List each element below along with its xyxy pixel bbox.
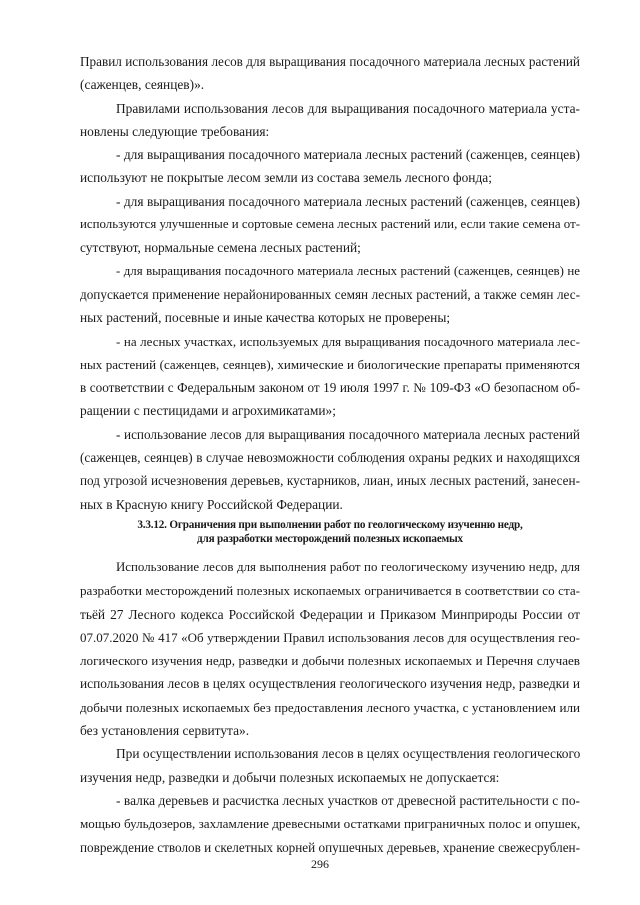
- text-line: (саженцев, сеянцев) в случае невозможности соблюдения охраны редких и находящихся: [80, 450, 580, 466]
- text-line: использования лесов в целях осуществления геологического изучения недр, разведки и: [80, 676, 580, 692]
- text-line: Правилами использования лесов для выращивания посадочного материала уста-: [116, 100, 580, 116]
- text-line: под угрозой исчезновения деревьев, кустарников, лиан, иных лесных растений, занесен-: [80, 473, 580, 489]
- text-line: - для выращивания посадочного материала лесных растений (саженцев, сеянцев) не: [116, 263, 580, 278]
- text-line: ных в Красную книгу Российской Федерации.: [80, 496, 343, 512]
- section-heading-line-1: 3.3.12. Ограничения при выполнении работ по геологическому изученню недр,: [137, 518, 523, 531]
- text-line: - для выращивания посадочного материала лесных растений (саженцев, сеянцев): [116, 147, 580, 163]
- text-line: ных растений (саженцев, сеянцев), химические и биологические препараты применяются: [80, 356, 580, 372]
- text-line: - валка деревьев и расчистка лесных участков от древесной растительности с по-: [116, 792, 580, 808]
- text-line: ных растений, посевные и иные качества которых не проверены;: [80, 310, 451, 326]
- text-line: - на лесных участках, используемых для выращивания посадочного материала лес-: [116, 333, 580, 349]
- text-line: новлены следующие требования:: [80, 123, 270, 139]
- text-line: - для выращивания посадочного материала лесных растений (саженцев, сеянцев): [116, 193, 580, 209]
- text-line: Использование лесов для выполнения работ по геологическому изучению недр, для: [116, 559, 580, 574]
- body-text-after-heading: [80, 556, 580, 859]
- text-line: ращении с пестицидами и агрохимикатами»;: [80, 403, 336, 419]
- text-line: без установления сервитута».: [80, 723, 250, 739]
- body-text-before-heading: [80, 50, 580, 516]
- text-line: тьёй 27 Лесного кодекса Российской Федерации и Приказом Минприроды России от: [80, 606, 580, 622]
- document-page: [80, 50, 580, 859]
- text-line: Правил использования лесов для выращивания посадочного материала лесных растений: [80, 54, 580, 69]
- text-line: изучения недр, разведки и добычи полезных ископаемых не допускается:: [80, 769, 500, 785]
- text-line: в соответствии с Федеральным законом от 19 июля 1997 г. № 109-ФЗ «О безопасном об-: [80, 380, 580, 396]
- text-line: сутствуют, нормальные семена лесных растений;: [80, 240, 361, 256]
- text-line: допускается применение нерайонированных семян лесных растений, а также семян лес-: [80, 286, 580, 302]
- text-line: повреждение стволов и скелетных корней опушечных деревьев, хранение свежесрублен-: [80, 839, 580, 855]
- text-line: 07.07.2020 № 417 «Об утверждении Правил использования лесов для осуществления гео-: [80, 629, 580, 645]
- text-line: логического изучения недр, разведки и добычи полезных ископаемых и Перечня случаев: [80, 653, 580, 669]
- text-line: используют не покрытые лесом земли из состава земель лесного фонда;: [80, 170, 492, 186]
- text-line: разработки месторождений полезных ископаемых ограничивается в соответствии со ста-: [80, 583, 580, 599]
- text-line: используются улучшенные и сортовые семена лесных растений или, если такие семена от-: [80, 217, 580, 232]
- text-line: При осуществлении использования лесов в целях осуществления геологического: [116, 746, 581, 762]
- text-line: (саженцев, сеянцев)».: [80, 77, 205, 93]
- text-line: добычи полезных ископаемых без предоставления лесного участка, с установлением или: [80, 699, 580, 715]
- page-number: 296: [311, 857, 329, 871]
- text-line: мощью бульдозеров, захламление древесными остатками приграничных полос и опушек,: [80, 816, 581, 832]
- section-heading-line-2: для разработки месторождений полезных ископаемых: [197, 532, 463, 545]
- text-line: - использование лесов для выращивания посадочного материала лесных растений: [116, 426, 580, 442]
